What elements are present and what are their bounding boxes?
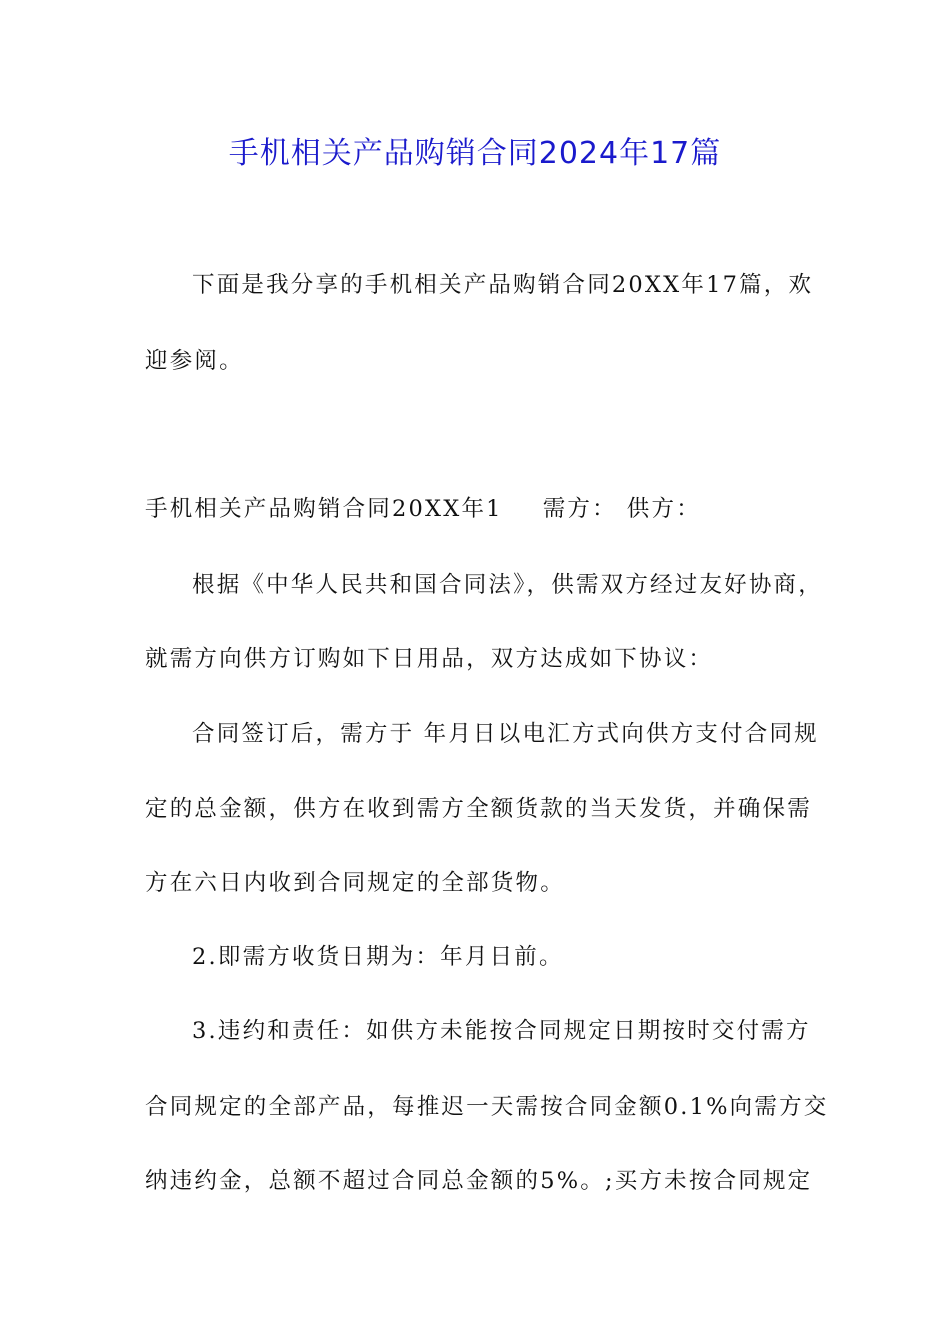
document-title: 手机相关产品购销合同2024年17篇 (228, 136, 722, 171)
paragraph-line: 合同签订后，需方于 年月日以电汇方式向供方支付合同规 (192, 721, 819, 747)
paragraph-line: 纳违约金，总额不超过合同总金额的5%。;买方未按合同规定 (145, 1168, 813, 1194)
section-heading-title: 手机相关产品购销合同20XX年1 (145, 496, 503, 522)
intro-line-2: 迎参阅。 (145, 348, 244, 374)
paragraph-line: 定的总金额，供方在收到需方全额货款的当天发货，并确保需 (145, 796, 812, 822)
paragraph-line: 就需方向供方订购如下日用品，双方达成如下协议： (145, 646, 714, 672)
paragraph-line: 2.即需方收货日期为：年月日前。 (192, 944, 564, 970)
paragraph-line: 方在六日内收到合同规定的全部货物。 (145, 870, 565, 896)
intro-line-1: 下面是我分享的手机相关产品购销合同20XX年17篇，欢 (192, 272, 814, 298)
paragraph-line: 3.违约和责任：如供方未能按合同规定日期按时交付需方 (192, 1018, 811, 1044)
section-heading (145, 491, 825, 527)
buyer-label: 需方： (542, 496, 617, 522)
supplier-label: 供方： (626, 496, 701, 522)
paragraph-line: 合同规定的全部产品，每推迟一天需按合同金额0.1%向需方交 (145, 1094, 829, 1120)
paragraph-line: 根据《中华人民共和国合同法》，供需双方经过友好协商， (192, 572, 823, 598)
